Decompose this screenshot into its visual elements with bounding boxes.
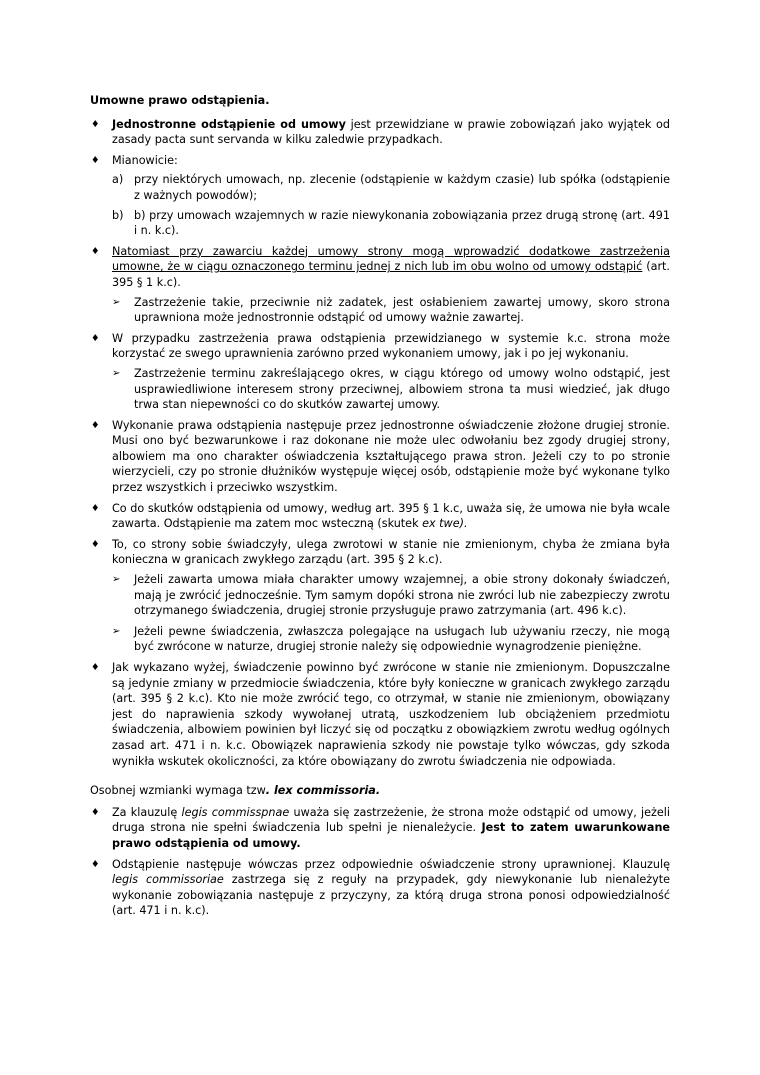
paragraph-text: Odstąpienie następuje wówczas przez odpowiednie oświadczenie strony uprawnionej. Klauzulę <box>112 857 670 871</box>
bullet-item-4 <box>90 331 670 413</box>
list-item-text: przy niektórych umowach, np. zlecenie (odstąpienie w każdym czasie) lub spółka (odstąpienie z ważnych powodów); <box>134 173 670 202</box>
arrow-item-text: Jeżeli zawarta umowa miała charakter umowy wzajemnej, a obie strony dokonały świadczeń, mają je zwrócić jednocześnie. Tym samym dopóki strona nie zwróci lub nie zabezpieczy zwrotu otrzymanego świadczenia, drugiej stronie przysługuje prawo zatrzymania (art. 496 k.c). <box>134 573 670 618</box>
arrow-list <box>112 572 670 655</box>
bullet-item-2 <box>90 153 670 239</box>
bold-phrase: Jest to zatem uwarunkowane prawo odstąpienia od umowy. <box>112 821 670 850</box>
bullet-item-1 <box>90 117 670 148</box>
arrow-item-text: Zastrzeżenie terminu zakreślającego okres, w ciągu którego od umowy wolno odstąpić, jest usprawiedliwione interesem strony przeciwnej, albowiem strona ta musi wiedzieć, jak długo trwa stan niepewności co do skutków zawartej umowy. <box>134 366 670 412</box>
paragraph-text: Co do skutków odstąpienia od umowy, według art. 395 § 1 k.c, uważa się, że umowa nie była wcale zawarta. Odstąpienie ma zatem moc wsteczną (skutek <box>112 501 670 531</box>
paragraph-text: zastrzega się z reguły na przypadek, gdy niewykonanie lub nienależyte wykonanie zobowiązania następuje z przyczyny, za którą druga strona ponosi odpowiedzialność (art. 471 i n. k.c). <box>112 873 670 918</box>
bullet-item-7 <box>90 537 670 655</box>
underlined-text: Natomiast przy zawarciu każdej umowy strony mogą wprowadzić dodatkowe zastrzeżenia umowne, że w ciągu oznaczonego terminu jednej z nich lub im obu wolno od umowy odstąpić <box>112 244 670 274</box>
paragraph-text: (art. 395 § 1 k.c). <box>112 260 670 289</box>
arrow-list <box>112 366 670 413</box>
arrow-item-text: Jeżeli pewne świadczenia, zwłaszcza polegające na usługach lub używaniu rzeczy, nie mogą być zwrócone w naturze, drugiej stronie należy się odpowiednie wynagrodzenie pieniężne. <box>134 624 670 654</box>
bullet-item-3 <box>90 244 670 326</box>
paragraph-text: Wykonanie prawa odstąpienia następuje przez jednostronne oświadczenie złożone drugiej stronie. Musi ono być bezwarunkowe i raz dokonane nie może ulec odwołaniu bez zgody drugiej strony, albowiem ma ono charakter oświadczenia kształtującego prawa stron. Jeżeli czy to po stronie wierzycieli, czy po stronie dłużników występuje więcej osób, odstąpienie może być wykonane tylko przez wszystkich i przeciwko wszystkim. <box>112 418 670 495</box>
paragraph-text: Jak wykazano wyżej, świadczenie powinno być zwrócone w stanie nie zmienionym. Dopuszczalne są jedynie zmiany w przedmiocie świadczenia, które były konieczne w granicach zwykłego zarządu (art. 395 § 2 k.c). Kto nie może zwrócić tego, co otrzymał, w stanie nie zmienionym, obowiązany jest do naprawienia szkody wywołanej utratą, uszkodzeniem lub obciążeniem przedmiotu świadczenia, albowiem powinien był liczyć się od początku z obowiązkiem zwrotu według ogólnych zasad art. 471 i n. k.c. Obowiązek naprawienia szkody nie powstaje tylko wówczas, gdy szkoda wynikła wskutek okoliczności, za które obowiązany do zwrotu świadczenia nie odpowiada. <box>112 661 670 768</box>
bullet-item-6 <box>90 501 670 532</box>
section-heading: Umowne prawo odstąpienia. <box>90 94 270 107</box>
paragraph-text: To, co strony sobie świadczyły, ulega zwrotowi w stanie nie zmienionym, chyba że zmiana była konieczna w granicach zwykłego zarządu (art. 395 § 2 k.c). <box>112 537 670 567</box>
arrow-item <box>112 366 670 413</box>
document-page <box>90 93 670 924</box>
italic-phrase: legis commissoriae <box>112 873 224 887</box>
bold-phrase: Jednostronne odstąpienie od umowy <box>112 117 346 131</box>
section-heading-2 <box>90 783 670 799</box>
paragraph-text: jest przewidziane w prawie zobowiązań jako wyjątek od zasady pacta sunt servanda w kilku zaledwie przypadkach. <box>112 117 670 147</box>
arrow-item <box>112 295 670 326</box>
list-marker: a) <box>112 173 124 187</box>
heading-text: Osobnej wzmianki wymaga tzw <box>90 784 266 798</box>
italic-phrase: legis commisspnae <box>181 805 290 819</box>
italic-phrase: ex twe). <box>422 517 468 531</box>
alpha-list <box>112 172 670 238</box>
bullet-item-10 <box>90 857 670 919</box>
bullet-list <box>90 117 670 770</box>
paragraph-text: uważa się zastrzeżenie, że strona może odstąpić od umowy, jeżeli druga strona nie spełni świadczenia lub spełni je nienależycie. <box>112 805 670 835</box>
paragraph-text: Za klauzulę <box>112 805 182 819</box>
arrow-item <box>112 572 670 619</box>
bullet-item-9 <box>90 805 670 852</box>
alpha-item-b <box>112 208 670 239</box>
bullet-item-5 <box>90 418 670 496</box>
arrow-list <box>112 295 670 326</box>
bullet-item-8 <box>90 660 670 769</box>
arrow-item-text: Zastrzeżenie takie, przeciwnie niż zadatek, jest osłabieniem zawartej umowy, skoro strona uprawniona może jednostronnie odstąpić od umowy ważnie zawartej. <box>134 295 670 325</box>
paragraph-text: W przypadku zastrzeżenia prawa odstąpienia przewidzianego w systemie k.c. strona może korzystać ze swego uprawnienia zarówno przed wykonaniem umowy, jak i po jej wykonaniu. <box>112 331 670 361</box>
list-item-text: b) przy umowach wzajemnych w razie niewykonania zobowiązania przez drugą stronę (art. 491 i n. k.c). <box>134 208 670 238</box>
bullet-list-2 <box>90 805 670 919</box>
paragraph-text: Mianowicie: <box>112 153 178 167</box>
list-marker: b) <box>112 208 124 222</box>
arrow-item <box>112 624 670 655</box>
alpha-item-a <box>112 172 670 203</box>
heading-bold-italic: . lex commissoria. <box>265 784 381 798</box>
